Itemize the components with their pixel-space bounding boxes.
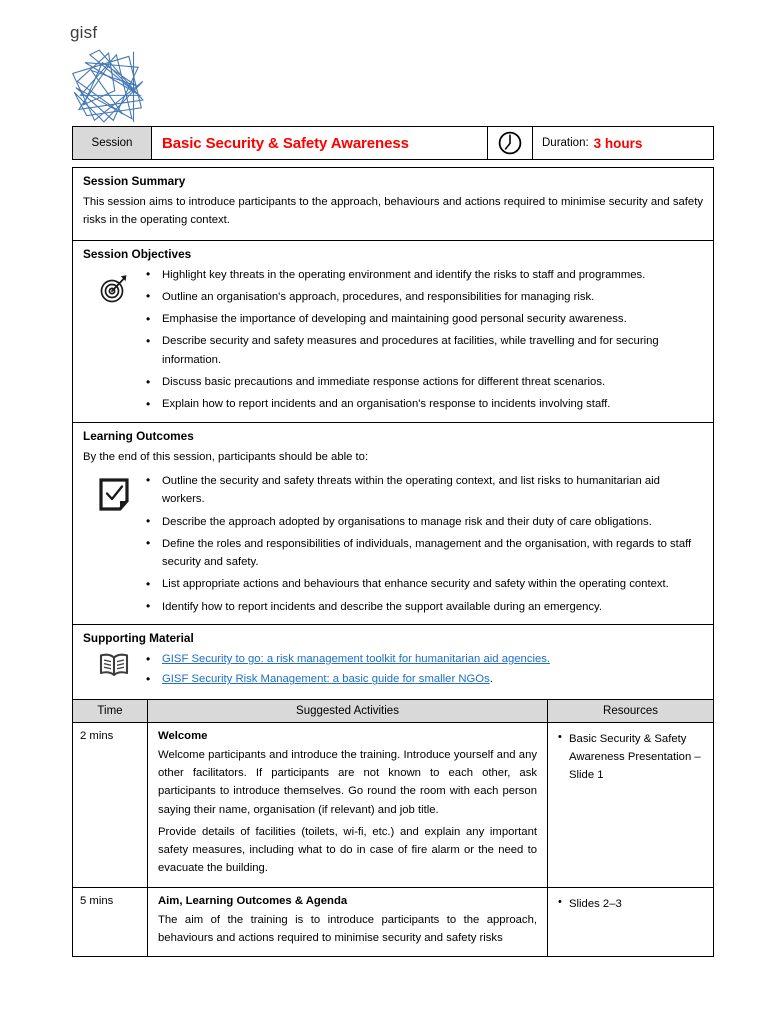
supporting-material-icon-column <box>83 650 145 678</box>
list-item: • Outline the security and safety threats within the operating context, and list risks to humanitarian aid workers. <box>145 472 703 509</box>
gisf-network-logo-icon <box>66 47 148 125</box>
list-item: • Basic Security & Safety Awareness Presentation – Slide 1 <box>558 730 705 784</box>
outcomes-icon-column <box>83 472 145 512</box>
activity-paragraph: Welcome participants and introduce the training. Introduce yourself and any other facilitators. If participants are not known to each other, ask participants to introduce themselves. Go round the room with each person saying their name, organisation (if relevant) and job title. <box>158 748 537 816</box>
target-dart-icon <box>97 272 131 306</box>
objectives-icon-column <box>83 266 145 306</box>
list-item <box>145 650 703 668</box>
table-header-row <box>73 700 714 723</box>
row-activities <box>148 722 548 887</box>
document-body <box>72 126 714 957</box>
supporting-material-title: Supporting Material <box>83 631 194 646</box>
session-title-cell <box>152 126 488 160</box>
column-header-resources: Resources <box>548 700 714 723</box>
table-row <box>73 887 714 957</box>
clock-icon <box>497 130 523 156</box>
duration-label: Duration: <box>542 137 589 149</box>
list-item: • Explain how to report incidents and an organisation's response to incidents involving staff. <box>145 395 703 413</box>
session-summary-title: Session Summary <box>83 174 186 188</box>
session-summary-section <box>72 167 714 241</box>
session-objectives-title: Session Objectives <box>83 246 192 261</box>
row-time: 2 mins <box>73 722 148 887</box>
session-header <box>72 126 714 160</box>
learning-outcomes-list <box>145 472 703 616</box>
list-item: • List appropriate actions and behaviours that enhance security and safety within the operating context. <box>145 575 703 593</box>
session-objectives-section <box>72 241 714 423</box>
brand-logo <box>66 24 162 130</box>
supporting-material-section <box>72 625 714 700</box>
row-resources <box>548 887 714 957</box>
list-item: • Define the roles and responsibilities of individuals, management and the organisation, with regards to staff security and safety. <box>145 535 703 572</box>
activity-heading: Aim, Learning Outcomes & Agenda <box>158 894 348 907</box>
list-item: • Describe security and safety measures and procedures at facilities, while travelling and for securing information. <box>145 332 703 369</box>
resource-list <box>558 895 705 913</box>
activity-paragraph: Provide details of facilities (toilets, wi-fi, etc.) and explain any important safety measures, including what to do in case of fire alarm or the need to evacuate the building. <box>158 825 537 875</box>
session-objectives-list <box>145 266 703 414</box>
list-item: • Emphasise the importance of developing and maintaining good personal security awareness. <box>145 310 703 328</box>
learning-outcomes-title: Learning Outcomes <box>83 428 194 443</box>
list-item: • Slides 2–3 <box>558 895 705 913</box>
list-item <box>145 670 703 688</box>
list-item: • Outline an organisation's approach, procedures, and responsibilities for managing risk. <box>145 288 703 306</box>
row-time: 5 mins <box>73 887 148 957</box>
supporting-material-list <box>145 650 703 691</box>
session-title: Basic Security & Safety Awareness <box>162 134 409 152</box>
session-summary-text: This session aims to introduce participants to the approach, behaviours and actions required to minimise security and safety risks in the operating context. <box>83 196 703 227</box>
activity-paragraph: The aim of the training is to introduce participants to the approach, behaviours and actions required to minimise security and safety risks <box>158 913 537 945</box>
column-header-time: Time <box>73 700 148 723</box>
activity-heading: Welcome <box>158 729 208 742</box>
activities-table <box>72 700 714 958</box>
list-item: • Highlight key threats in the operating environment and identify the risks to staff and programmes. <box>145 266 703 284</box>
list-item: • Describe the approach adopted by organisations to manage risk and their duty of care obligations. <box>145 513 703 531</box>
list-item: • Identify how to report incidents and describe the support available during an emergency. <box>145 598 703 616</box>
list-item: • Discuss basic precautions and immediate response actions for different threat scenarios. <box>145 373 703 391</box>
checkbox-document-icon <box>98 478 130 512</box>
duration-divider <box>532 127 533 159</box>
duration-cell <box>488 126 714 160</box>
supporting-material-link[interactable]: GISF Security to go: a risk management toolkit for humanitarian aid agencies. <box>162 653 551 666</box>
table-row <box>73 722 714 887</box>
resource-list <box>558 730 705 784</box>
duration-value: 3 hours <box>593 135 643 151</box>
open-book-icon <box>98 652 130 678</box>
row-activities <box>148 887 548 957</box>
learning-outcomes-intro: By the end of this session, participants should be able to: <box>83 450 369 463</box>
session-label-cell: Session <box>72 126 152 160</box>
brand-wordmark: gisf <box>70 23 98 42</box>
link-trailing-text: . <box>489 673 493 686</box>
row-resources <box>548 722 714 887</box>
column-header-activities: Suggested Activities <box>148 700 548 723</box>
supporting-material-link[interactable]: GISF Security Risk Management: a basic guide for smaller NGOs <box>162 673 490 686</box>
learning-outcomes-section <box>72 423 714 625</box>
